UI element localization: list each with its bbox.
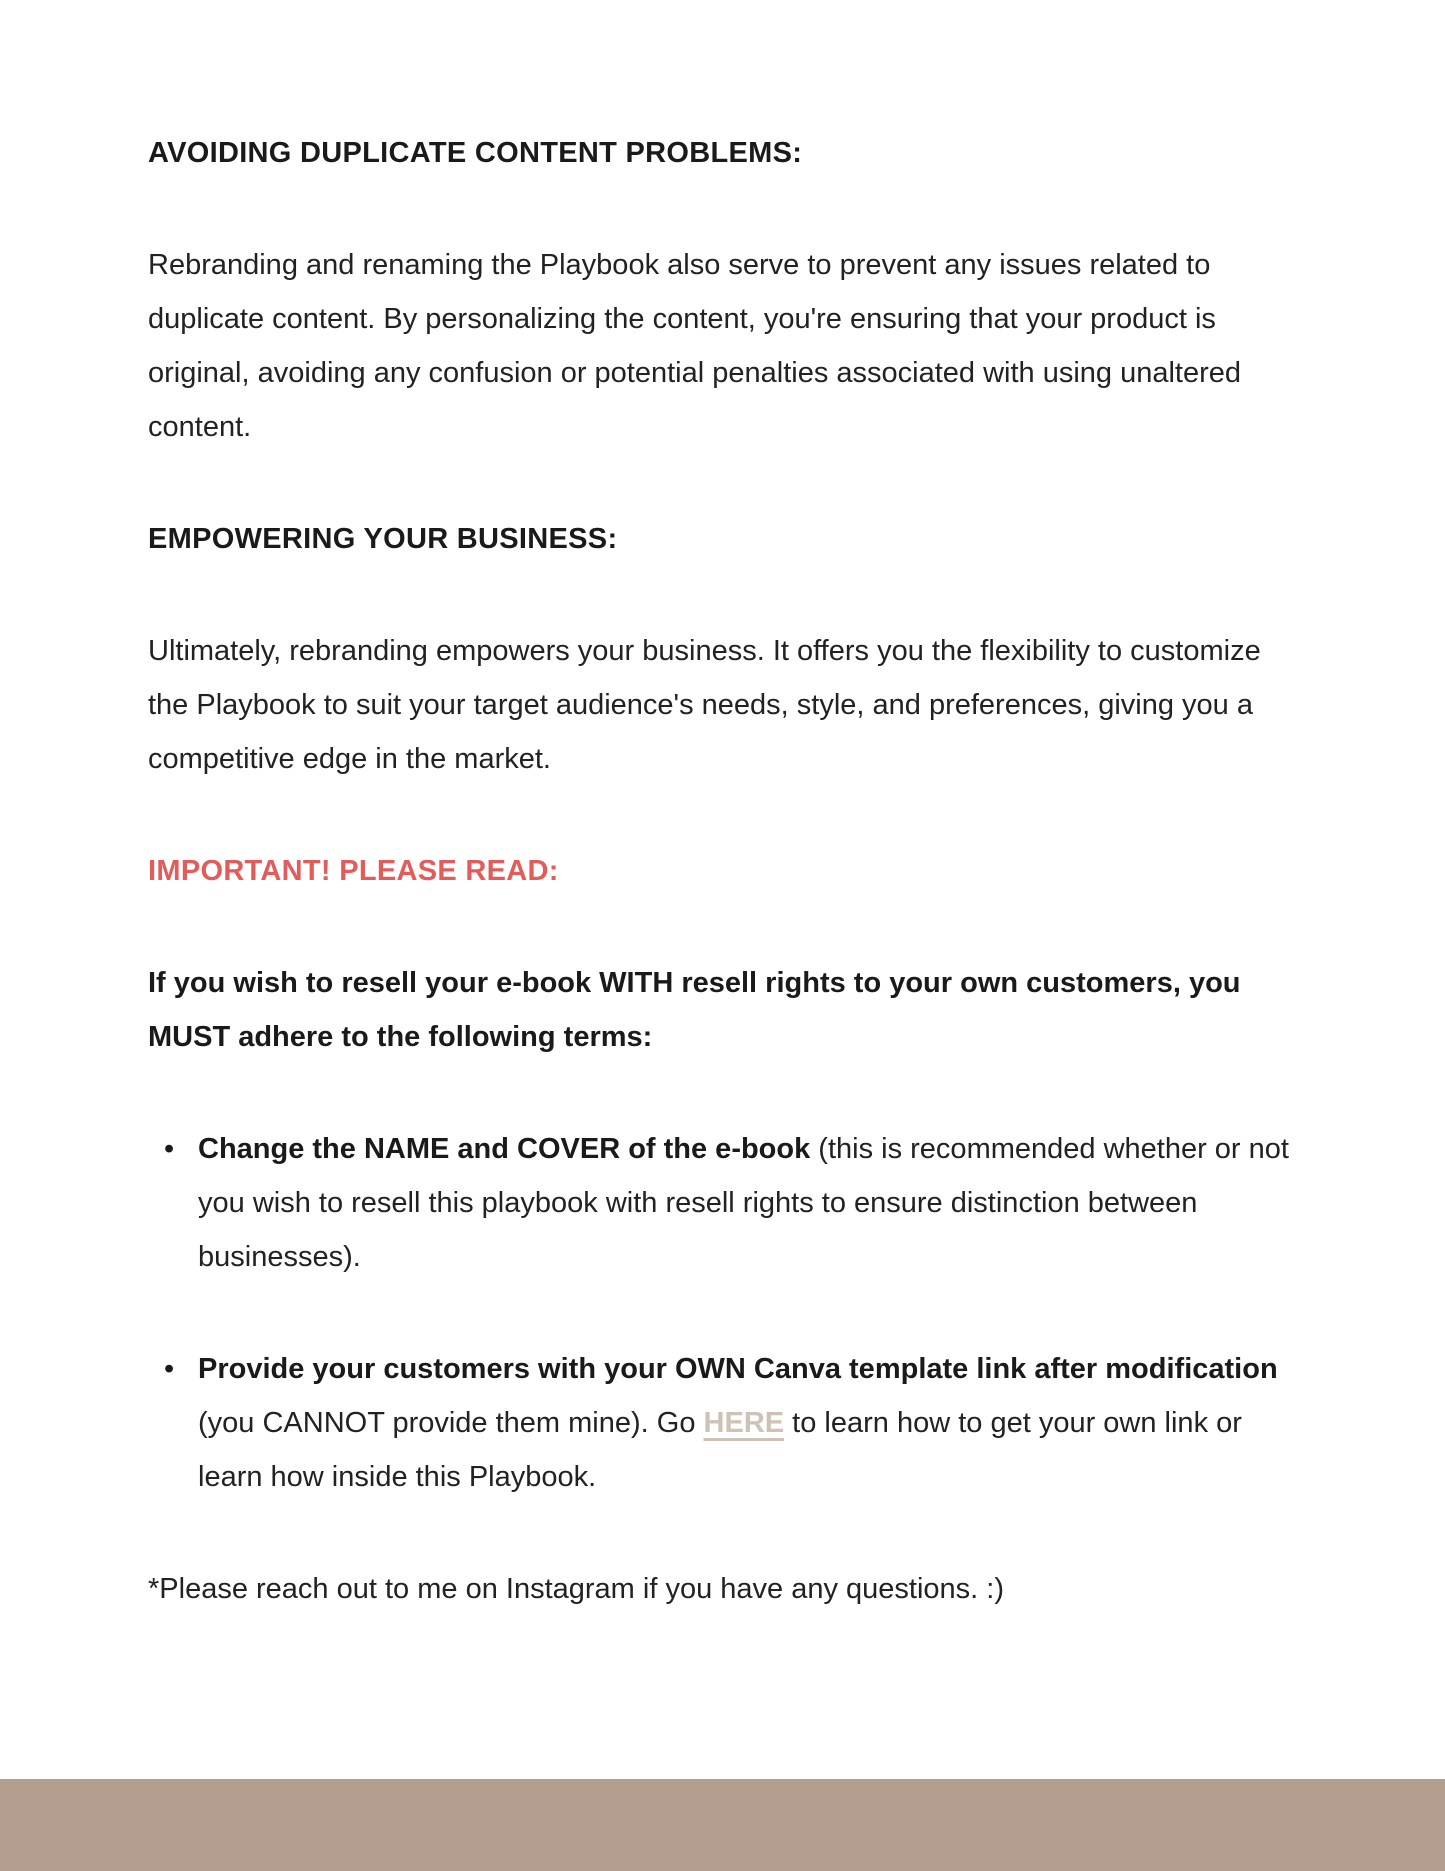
term-rest-text: (this is recommended whether or not you wish to resell this playbook with resell rights to ensure distinction between businesses). bbox=[198, 1133, 1289, 1273]
footer-note: *Please reach out to me on Instagram if you have any questions. :) bbox=[148, 1573, 1004, 1605]
footer-color-bar bbox=[0, 1779, 1445, 1871]
bullet-icon: • bbox=[164, 1353, 175, 1385]
terms-list bbox=[148, 1122, 1297, 1504]
bullet-icon: • bbox=[164, 1133, 175, 1165]
term-text bbox=[198, 1122, 1297, 1284]
heading-empowering-business: EMPOWERING YOUR BUSINESS: bbox=[148, 523, 618, 555]
paragraph-duplicate-content: Rebranding and renaming the Playbook also serve to prevent any issues related to duplicate content. By personalizing the content, you're ensuring that your product is original, avoiding any confusion or potential penalties associated with using unaltered content. bbox=[148, 249, 1242, 443]
term-bold-text: Provide your customers with your OWN Canva template link after modification bbox=[198, 1353, 1278, 1385]
term-item-own-canva-link bbox=[148, 1342, 1297, 1504]
heading-important-please-read: IMPORTANT! PLEASE READ: bbox=[148, 855, 559, 887]
here-link[interactable]: HERE bbox=[703, 1407, 785, 1439]
resell-terms-intro: If you wish to resell your e-book WITH resell rights to your own customers, you MUST adhere to the following terms: bbox=[148, 967, 1241, 1053]
term-pre-link-text: (you CANNOT provide them mine). Go bbox=[198, 1407, 704, 1439]
term-item-change-name-cover bbox=[148, 1122, 1297, 1284]
term-bold-text: Change the NAME and COVER of the e-book bbox=[198, 1133, 811, 1165]
term-post-link-text: to learn how to get your own link or learn how inside this Playbook. bbox=[198, 1407, 1242, 1493]
term-text bbox=[198, 1342, 1297, 1504]
paragraph-empowering-business: Ultimately, rebranding empowers your business. It offers you the flexibility to customize the Playbook to suit your target audience's needs, style, and preferences, giving you a competitive edge in the market. bbox=[148, 635, 1261, 775]
heading-avoiding-duplicate-content: AVOIDING DUPLICATE CONTENT PROBLEMS: bbox=[148, 137, 803, 169]
